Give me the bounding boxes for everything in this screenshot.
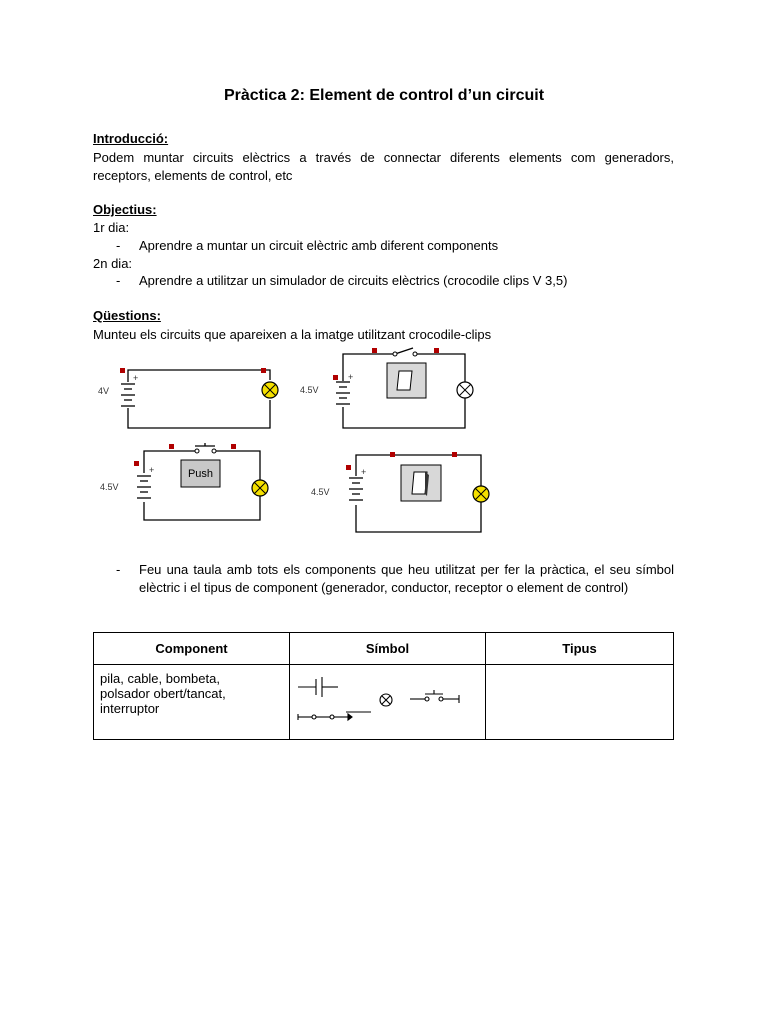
clip-icon [134, 461, 139, 466]
bullet-marker: - [116, 273, 121, 288]
voltage-label: 4V [98, 386, 110, 396]
voltage-label: 4.5V [100, 482, 119, 492]
questions-heading: Qüestions: [93, 308, 161, 323]
bullet-marker: - [116, 562, 121, 577]
clip-icon [452, 452, 457, 457]
component-line: polsador obert/tancat, [100, 686, 226, 701]
page-title: Pràctica 2: Element de control d’un circuit [223, 87, 545, 104]
table-header: Tipus [486, 633, 674, 665]
day1-label: 1r dia: [93, 220, 130, 235]
svg-text:+: + [361, 467, 367, 477]
clip-icon [333, 375, 338, 380]
day2-item: Aprendre a utilitzar un simulador de circuits elèctrics (crocodile clips V 3,5) [139, 273, 568, 288]
bullet-marker: - [116, 238, 121, 253]
clip-icon [120, 368, 125, 373]
day1-item: Aprendre a muntar un circuit elèctric amb diferent components [139, 238, 499, 253]
circuit-3-diagram [97, 440, 297, 525]
circuit-2-diagram [297, 345, 497, 435]
push-label: Push [187, 468, 214, 480]
symbols-drawing [296, 673, 476, 723]
clip-icon [390, 452, 395, 457]
clip-icon [434, 348, 439, 353]
switch-icon [401, 465, 441, 501]
intro-text: Podem muntar circuits elèctrics a través de connectar diferents elements com generadors, receptors, elements de control, etc [93, 150, 674, 183]
table-row [94, 665, 674, 740]
table-header: Component [94, 633, 290, 665]
questions-item: Feu una taula amb tots els components que heu utilitzat per fer la pràctica, el seu símbol elèctric i el tipus de component (generador, conductor, receptor o element de control) [139, 562, 674, 595]
day2-label: 2n dia: [93, 256, 133, 271]
table-header: Símbol [290, 633, 486, 665]
voltage-label: 4.5V [300, 385, 319, 395]
clip-icon [346, 465, 351, 470]
objectives-heading: Objectius: [93, 202, 157, 217]
svg-text:+: + [348, 372, 354, 382]
lamp-icon [457, 382, 473, 398]
clip-icon [261, 368, 266, 373]
lamp-icon [252, 480, 268, 496]
component-line: pila, cable, bombeta, [100, 671, 220, 686]
lamp-icon [473, 486, 489, 502]
component-cell [94, 665, 290, 740]
svg-text:+: + [149, 465, 155, 475]
components-table [93, 632, 674, 740]
component-line: interruptor [100, 701, 160, 716]
switch-symbol-icon [298, 714, 352, 720]
switch-icon [387, 363, 426, 398]
voltage-label: 4.5V [311, 487, 330, 497]
lamp-symbol-icon [380, 694, 392, 706]
circuit-1-diagram [95, 362, 295, 437]
battery-symbol-icon [298, 677, 338, 697]
questions-text: Munteu els circuits que apareixen a la imatge utilitzant crocodile-clips [93, 327, 492, 342]
svg-text:+: + [133, 373, 139, 383]
lamp-icon [262, 382, 278, 398]
circuit-4-diagram [308, 450, 508, 540]
intro-heading: Introducció: [93, 131, 169, 146]
push-button-symbol-icon [410, 690, 459, 703]
tipus-cell [486, 665, 674, 740]
clip-icon [231, 444, 236, 449]
symbol-cell [290, 665, 486, 740]
clip-icon [169, 444, 174, 449]
clip-icon [372, 348, 377, 353]
